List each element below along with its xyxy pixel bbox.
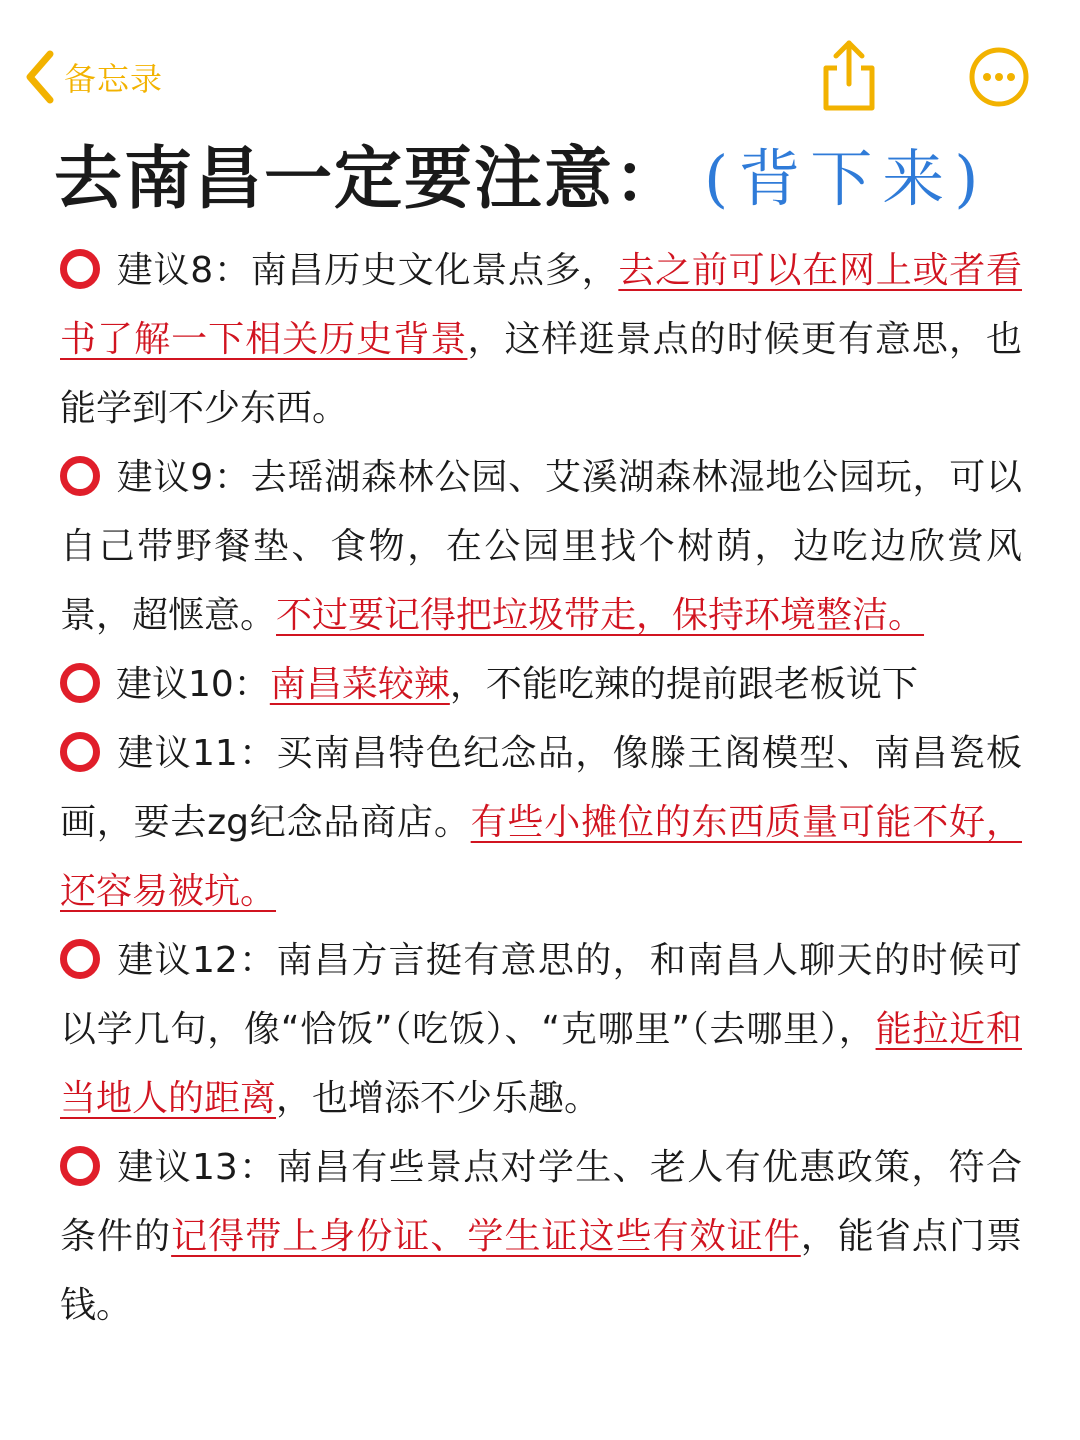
share-button[interactable]	[816, 38, 882, 112]
share-icon	[816, 38, 882, 112]
highlighted-text: 有些小摊位的东西质量可能不好，还容易被坑。	[60, 802, 1022, 912]
highlighted-text: 记得带上身份证、学生证这些有效证件	[171, 1216, 801, 1257]
back-label: 备忘录	[64, 60, 164, 98]
red-circle-icon	[60, 456, 100, 496]
red-circle-icon	[60, 663, 100, 703]
tip-text: ，能省点门票钱。	[60, 1216, 1022, 1326]
chevron-left-icon	[22, 50, 58, 104]
tip-text: ，这样逛景点的时候更有意思，也能学到不少东西。	[60, 319, 1022, 429]
handwritten-annotation: (背下来)	[704, 141, 989, 215]
tip-item	[60, 719, 1022, 926]
red-circle-icon	[60, 1146, 100, 1186]
tip-item	[60, 650, 1022, 719]
tip-item	[60, 926, 1022, 1133]
highlighted-text: 去之前可以在网上或者看书了解一下相关历史背景	[60, 250, 1022, 360]
note-body	[60, 236, 1022, 1340]
tip-item	[60, 443, 1022, 650]
tip-text: 建议9：去瑶湖森林公园、艾溪湖森林湿地公园玩，可以自己带野餐垫、食物，在公园里找个树荫，边吃边欣赏风景，超惬意。	[60, 457, 1022, 636]
tip-text: 建议10：	[116, 664, 270, 705]
nav-bar	[0, 0, 1080, 140]
tip-text: 建议13：南昌有些景点对学生、老人有优惠政策，符合条件的	[60, 1147, 1022, 1257]
red-circle-icon	[60, 249, 100, 289]
tip-item	[60, 236, 1022, 443]
highlighted-text: 南昌菜较辣	[269, 664, 450, 705]
tip-text: 建议12：南昌方言挺有意思的，和南昌人聊天的时候可以学几句，像“恰饭”（吃饭）、“克哪里”（去哪里），	[60, 940, 1022, 1050]
highlighted-text: 能拉近和当地人的距离	[60, 1009, 1022, 1119]
more-icon	[968, 46, 1030, 108]
back-button[interactable]	[22, 50, 163, 104]
tip-text: ，不能吃辣的提前跟老板说下	[449, 664, 918, 705]
more-button[interactable]	[968, 46, 1030, 108]
tip-text: 建议11：买南昌特色纪念品，像滕王阁模型、南昌瓷板画，要去zg纪念品商店。	[60, 733, 1022, 843]
tip-text: ，也增添不少乐趣。	[276, 1078, 601, 1119]
red-circle-icon	[60, 939, 100, 979]
tip-item	[60, 1133, 1022, 1340]
note-title: 去南昌一定要注意：	[54, 139, 685, 219]
tip-text: 建议8：南昌历史文化景点多，	[116, 250, 619, 291]
red-circle-icon	[60, 732, 100, 772]
highlighted-text: 不过要记得把垃圾带走，保持环境整洁。	[276, 595, 925, 636]
note-title-row	[54, 128, 988, 218]
